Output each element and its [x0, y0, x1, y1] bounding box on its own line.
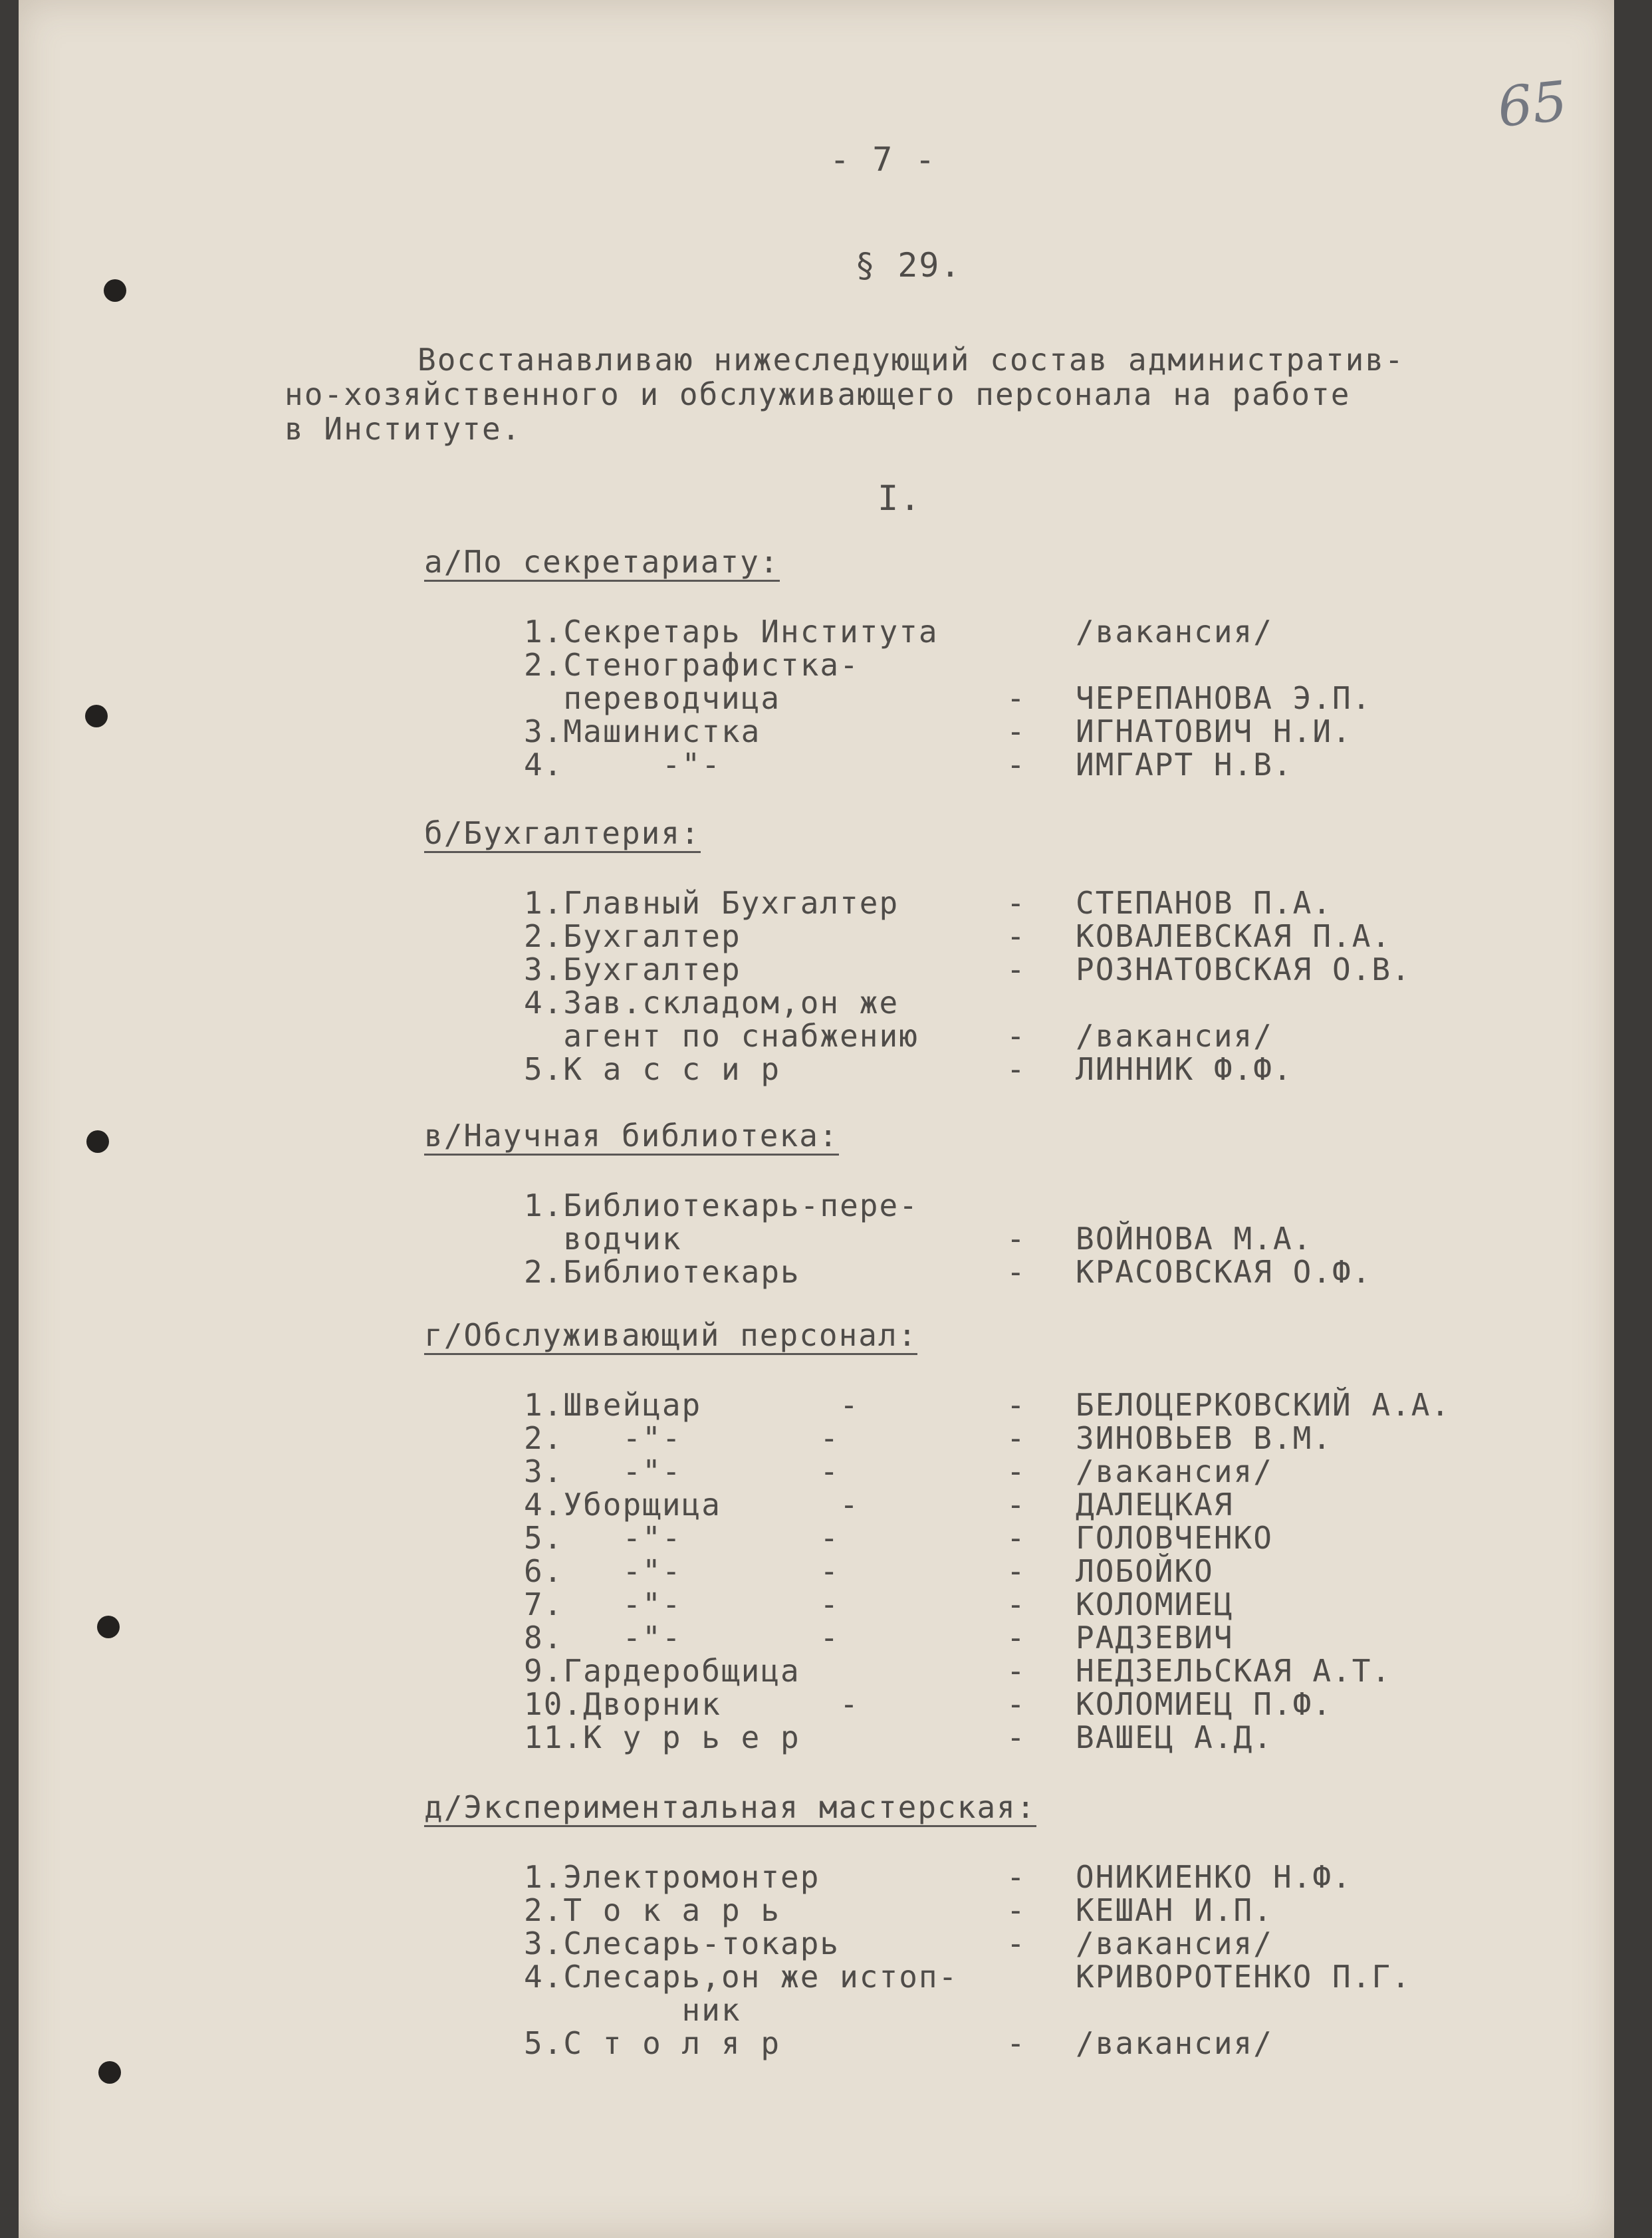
staff-position: агент по снабжению	[524, 1018, 919, 1054]
separator-dash: -	[1006, 1018, 1026, 1054]
staff-position: ник	[524, 1992, 741, 2028]
staff-name: КОЛОМИЕЦ	[1076, 1586, 1234, 1622]
separator-dash: -	[1006, 1487, 1026, 1523]
staff-position: 2.Бухгалтер	[524, 918, 741, 954]
staff-position: 3.Слесарь-токарь	[524, 1926, 840, 1961]
separator-dash: -	[1006, 885, 1026, 921]
part-number: I.	[878, 479, 922, 519]
binding-hole	[104, 279, 126, 302]
staff-position: переводчица	[524, 680, 781, 716]
separator-dash: -	[1006, 1520, 1026, 1556]
staff-name: /вакансия/	[1076, 1018, 1273, 1054]
staff-position: 3.Бухгалтер	[524, 951, 741, 987]
staff-name: ЗИНОВЬЕВ В.М.	[1076, 1420, 1333, 1456]
separator-dash: -	[1006, 2025, 1026, 2061]
staff-position: 1.Секретарь Института	[524, 614, 939, 650]
separator-dash: -	[1006, 1387, 1026, 1423]
section-heading: д/Экспериментальная мастерская:	[424, 1792, 1036, 1827]
staff-position: 11.К у р ь е р	[524, 1719, 800, 1755]
intro-line: Восстанавливаю нижеследующий состав административ-	[417, 342, 1405, 378]
staff-position: 1.Главный Бухгалтер	[524, 885, 899, 921]
staff-position: 7. -"- -	[524, 1586, 840, 1622]
staff-name: РОЗНАТОВСКАЯ О.В.	[1076, 951, 1411, 987]
staff-name: ЛОБОЙКО	[1076, 1553, 1214, 1589]
separator-dash: -	[1006, 1254, 1026, 1290]
staff-position: 2.Т о к а р ь	[524, 1892, 781, 1928]
staff-position: 1.Швейцар -	[524, 1387, 860, 1423]
document-page	[19, 0, 1614, 2238]
page-number: - 7 -	[830, 140, 937, 179]
staff-position: 3.Машинистка	[524, 713, 761, 749]
staff-name: КОЛОМИЕЦ П.Ф.	[1076, 1686, 1333, 1722]
staff-name: /вакансия/	[1076, 614, 1273, 650]
separator-dash: -	[1006, 747, 1026, 783]
staff-position: 4. -"-	[524, 747, 721, 783]
handwritten-folio-number: 65	[1494, 69, 1571, 140]
separator-dash: -	[1006, 1859, 1026, 1895]
staff-name: ДАЛЕЦКАЯ	[1076, 1487, 1234, 1523]
separator-dash: -	[1006, 918, 1026, 954]
separator-dash: -	[1006, 1719, 1026, 1755]
staff-name: КРАСОВСКАЯ О.Ф.	[1076, 1254, 1372, 1290]
separator-dash: -	[1006, 1221, 1026, 1257]
staff-position: 2.Стенографистка-	[524, 647, 860, 683]
staff-name: НЕДЗЕЛЬСКАЯ А.Т.	[1076, 1653, 1392, 1689]
staff-name: ВОЙНОВА М.А.	[1076, 1221, 1313, 1257]
separator-dash: -	[1006, 1586, 1026, 1622]
separator-dash: -	[1006, 1051, 1026, 1087]
staff-name: КОВАЛЕВСКАЯ П.А.	[1076, 918, 1392, 954]
staff-name: /вакансия/	[1076, 2025, 1273, 2061]
section-heading: в/Научная библиотека:	[424, 1120, 839, 1156]
section-heading: б/Бухгалтерия:	[424, 818, 701, 853]
staff-name: БЕЛОЦЕРКОВСКИЙ А.А.	[1076, 1387, 1451, 1423]
section-number: § 29.	[855, 246, 962, 285]
separator-dash: -	[1006, 1653, 1026, 1689]
intro-line: но-хозяйственного и обслуживающего персонала на работе	[285, 376, 1351, 412]
binding-hole	[86, 1130, 109, 1153]
separator-dash: -	[1006, 951, 1026, 987]
section-heading: г/Обслуживающий персонал:	[424, 1320, 917, 1355]
staff-name: КРИВОРОТЕНКО П.Г.	[1076, 1959, 1411, 1995]
staff-name: КЕШАН И.П.	[1076, 1892, 1273, 1928]
staff-name: ЧЕРЕПАНОВА Э.П.	[1076, 680, 1372, 716]
intro-line: в Институте.	[285, 411, 522, 447]
separator-dash: -	[1006, 1892, 1026, 1928]
separator-dash: -	[1006, 1926, 1026, 1961]
staff-position: 5.К а с с и р	[524, 1051, 781, 1087]
separator-dash: -	[1006, 713, 1026, 749]
staff-position: 4.Уборщица -	[524, 1487, 860, 1523]
staff-position: 2.Библиотекарь	[524, 1254, 800, 1290]
staff-position: водчик	[524, 1221, 682, 1257]
staff-position: 10.Дворник -	[524, 1686, 860, 1722]
staff-position: 9.Гардеробщица	[524, 1653, 800, 1689]
staff-position: 5.С т о л я р	[524, 2025, 781, 2061]
staff-name: ВАШЕЦ А.Д.	[1076, 1719, 1273, 1755]
separator-dash: -	[1006, 1453, 1026, 1489]
staff-position: 1.Библиотекарь-пере-	[524, 1187, 919, 1223]
staff-position: 8. -"- -	[524, 1620, 840, 1656]
separator-dash: -	[1006, 680, 1026, 716]
separator-dash: -	[1006, 1553, 1026, 1589]
staff-name: ОНИКИЕНКО Н.Ф.	[1076, 1859, 1352, 1895]
staff-position: 4.Зав.складом,он же	[524, 985, 899, 1021]
binding-hole	[98, 2061, 121, 2084]
binding-hole	[97, 1616, 120, 1638]
staff-position: 6. -"- -	[524, 1553, 840, 1589]
staff-position: 1.Электромонтер	[524, 1859, 820, 1895]
staff-position: 3. -"- -	[524, 1453, 840, 1489]
staff-name: РАДЗЕВИЧ	[1076, 1620, 1234, 1656]
separator-dash: -	[1006, 1420, 1026, 1456]
staff-name: ГОЛОВЧЕНКО	[1076, 1520, 1273, 1556]
staff-name: СТЕПАНОВ П.А.	[1076, 885, 1333, 921]
separator-dash: -	[1006, 1620, 1026, 1656]
separator-dash: -	[1006, 1686, 1026, 1722]
staff-position: 2. -"- -	[524, 1420, 840, 1456]
staff-name: ЛИННИК Ф.Ф.	[1076, 1051, 1293, 1087]
staff-position: 4.Слесарь,он же истоп-	[524, 1959, 959, 1995]
staff-name: ИМГАРТ Н.В.	[1076, 747, 1293, 783]
staff-position: 5. -"- -	[524, 1520, 840, 1556]
binding-hole	[85, 705, 108, 727]
staff-name: ИГНАТОВИЧ Н.И.	[1076, 713, 1352, 749]
staff-name: /вакансия/	[1076, 1453, 1273, 1489]
staff-name: /вакансия/	[1076, 1926, 1273, 1961]
section-heading: а/По секретариату:	[424, 547, 780, 582]
